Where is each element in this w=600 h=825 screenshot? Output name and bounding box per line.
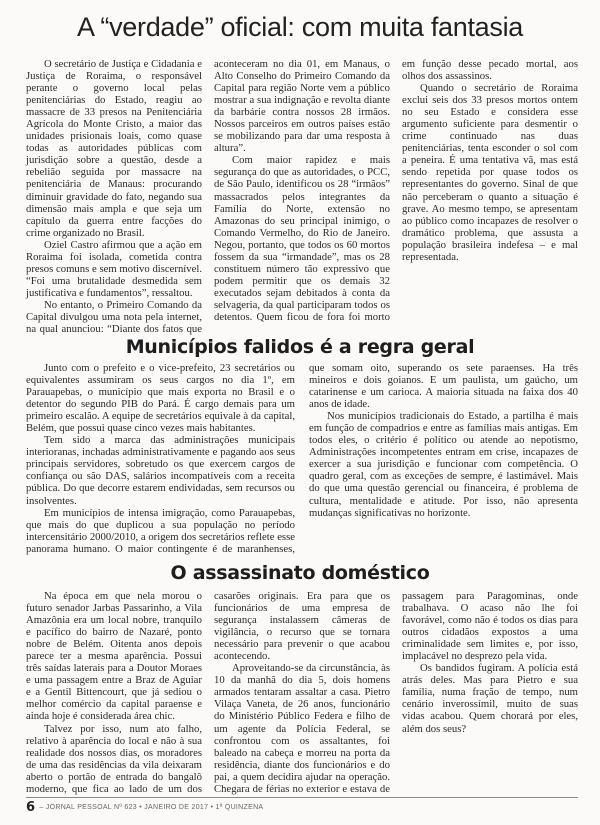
paragraph: Na época em que nela morou o futuro senador Jarbas Passarinho, a Vila Amazônia era um local nobre, tranquilo e pacífico do bairro de Nazaré, ponto nobre de Belém. Oitenta anos depois parece ter a mesma aparência. Possui três saídas laterais para a Doutor Moraes e uma passagem entre a Braz de Aguiar e a Gentil Bittencourt, que já sediou o melhor comércio da capital paraense e ainda hoje é considerada área chic. — [26, 590, 202, 723]
paragraph: Em municípios de intensa imigração, como Parauapebas, que mais do que duplicou a sua população no período intercensitário 2000/2010, a origem dos secretários reflete esse panorama humano. O maior contingente é de maranhenses, que somam oito, superando os sete paraenses. Ha três mineiros e dois goianos. E um paulista, um gaúcho, um catarinense e um carioca. A maioria situada na faixa dos 40 anos de idade. — [26, 362, 578, 555]
footer-divider — [26, 797, 578, 798]
paragraph: Os bandidos fugiram. A polícia está atrás deles. Mas para Pietro e sua família, numa fração de tempo, num cenário inverossímil, muito de suas vidas acabou. Quem chorará por eles, além dos seus? — [402, 662, 578, 735]
paragraph: Tem sido a marca das administrações municipais interioranas, inchadas administrativamente e pagando aos seus principais servidores, sobretudo os que exercem cargos de confiança ou são DAS, salários incompatíveis com a receita pública. Do que decorre estarem endividadas, sem recursos ou insolventes. — [26, 434, 295, 507]
paragraph: Com maior rapidez e mais segurança do que as autoridades, o PCC, de São Paulo, identificou os 28 “irmãos” massacrados pelos integrantes da Família do Norte, extensão no Amazonas do seu principal inimigo, o Comando Vermelho, do Rio de Janeiro. Negou, portanto, que todos os 60 mortos fossem da sua “irmandade”, mas os 28 constituem número tão expressivo que podem permitir que os demais 32 executados sejam debitados à conta da selvageria, da qual participaram todos os detentos. Quem ficou de fora foi morto em função desse pecado mortal, aos olhos dos assassinos. — [214, 58, 578, 323]
paragraph: No entanto, o Primeiro Comando da Capital divulgou uma nota pela internet, na qual anunciou: “Diante dos fatos que aconteceram no dia 01, em Manaus, o Alto Conselho do Primeiro Comando da Capital para região Norte vem a público mostrar a sua indignação e revolta diante da barbárie contra nossos 28 irmãos. Nossos parceiros em outros países estão se mobilizando para dar uma resposta à altura”. — [26, 58, 390, 336]
paragraph: Aproveitando-se da circunstância, às 10 da manhã do dia 5, dois homens armados tentaram assaltar a casa. Pietro Vilaça Vaneta, de 26 anos, funcionário do Ministério Público Federa e filho de um agente da Polícia Federal, se confrontou com os assaltantes, foi baleado na cabeça e morreu na porta da residência, diante dos funcionários e do pai, a quem decidira ajudar na operação. Chegara de férias no exterior e estava de passagem para Paragominas, onde trabalhava. O acaso não lhe foi favorável, como não é todos os dias para outros cidadãos expostos a uma criminalidade sem limites e, por isso, implacável no desprezo pela vida. — [214, 590, 578, 795]
page-footer — [26, 800, 263, 815]
paragraph: Quando o secretário de Roraima exclui seis dos 33 presos mortos ontem no seu Estado e considera esse argumento suficiente para desmentir o crime continuado nas duas penitenciárias, tenta esconder o sol com a peneira. É uma tentativa vã, mas está sendo repetida por quase todos os representantes do governo. Sinal de que não perceberam o quanto a situação é grave. Ao mesmo tempo, se apresentam ao público como incapazes de resolver o dramático problema, que assusta a população brasileira indefesa – e mal representada. — [402, 82, 578, 263]
paragraph: Junto com o prefeito e o vice-prefeito, 23 secretários ou equivalentes assumiram os seus cargos no dia 1º, em Parauapebas, o município que mais exporta no Brasil e o detentor do segundo PIB do Pará. É cargo demais para um primeiro escalão. A equipe de secretários equivale à da capital, Belém, que possui quase cinco vezes mais habitantes. — [26, 362, 295, 435]
article-title-verdade-oficial: A “verdade” oficial: com muita fantasia — [76, 12, 523, 42]
article-body-assassinato-domestico — [26, 590, 578, 796]
article-body-municipios-falidos — [26, 362, 578, 558]
paragraph: O secretário de Justiça e Cidadania e Justiça de Roraima, o responsável perante o governo local pelas penitenciárias do Estado, reagiu ao massacre de 33 presos na Penitenciária Agrícola do Monte Cristo, a maior das unidades prisionais loais, como quase todas as autoridades públicas com jurisdição sobre a questão, desde a rebelião seguida por massacre na penitenciária de Manaus: procurando diminuir gravidade do fato, negando sua dimensão mais ampla e que seja um capítulo da guerra entre facções do crime organizado no Brasil. — [26, 58, 202, 239]
paragraph: Oziel Castro afirmou que a ação em Roraima foi isolada, cometida contra presos comuns e sem motivo discernível. “Foi uma brutalidade desmedida sem justificativa e fundamentos”, ressaltou. — [26, 238, 202, 299]
article-body-verdade-oficial — [26, 58, 578, 338]
footer-publication-info: – JORNAL PESSOAL Nº 623 • JANEIRO DE 2017 • 1ª QUINZENA — [39, 804, 264, 811]
article-title-municipios-falidos: Municípios falidos é a regra geral — [125, 336, 475, 358]
article-title-assassinato-domestico: O assassinato doméstico — [170, 562, 430, 584]
paragraph: Talvez por isso, num ato falho, relativo à aparência do local e não à sua realidade dos nossos dias, os moradores de uma das residências da vila deixaram aberto o portão de entrada do bangalô moderno, que fica ao lado de um dos casarões originais. Era para que os funcionários de uma empresa de segurança instalassem câmeras de vigilância, o recurso que se tornara necessário para prevenir o que acabou acontecendo. — [26, 590, 390, 795]
paragraph: Nos municípios tradicionais do Estado, a partilha é mais em função de compadrios e entre as famílias mais antigas. Em todos eles, o critério é político ou atende ao nepotismo, Administrações incompetentes entram em crise, incapazes de exercer a sua jurisdição e funcionar com competência. O quadro geral, com as exceções de sempre, é lastimável. Mais do que uma questão gerencial ou financeira, é problema de cultura, mentalidade e atitude. Por isso, não apresenta mudanças significativas no horizonte. — [309, 410, 578, 519]
page-number: 6 — [26, 800, 36, 815]
